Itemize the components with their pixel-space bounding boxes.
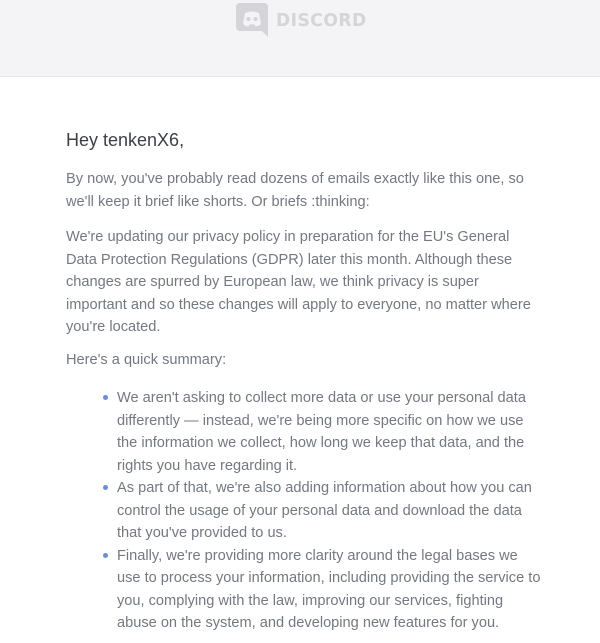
email-header (0, 0, 600, 77)
list-item: As part of that, we're also adding information about how you can control the usage of your personal data and download the data that you've provided to us. (103, 477, 543, 545)
greeting-heading: Hey tenkenX6, (66, 130, 185, 150)
discord-logo[interactable] (236, 2, 371, 38)
list-item: We aren't asking to collect more data or use your personal data differently — instead, we're being more specific on how we use the information we collect, how long we keep that data, and the rights you have regarding it. (103, 387, 543, 477)
policy-update-paragraph: We're updating our privacy policy in preparation for the EU's General Data Protection Regulations (GDPR) later this month. Although these changes are spurred by European law, we think privacy is super important and so these changes will apply to everyone, no matter where you're located. (66, 229, 531, 335)
brand-wordmark: DISCORD (276, 9, 367, 31)
summary-bullet-list (103, 387, 543, 635)
discord-logo-icon (236, 3, 268, 37)
summary-heading-paragraph: Here's a quick summary: (66, 352, 227, 368)
intro-paragraph: By now, you've probably read dozens of emails exactly like this one, so we'll keep it brief like shorts. Or briefs :thinking: (66, 171, 524, 210)
list-item: Finally, we're providing more clarity around the legal bases we use to process your information, including providing the service to you, complying with the law, improving our services, fighting abuse on the system, and developing new features for you. (103, 545, 543, 635)
